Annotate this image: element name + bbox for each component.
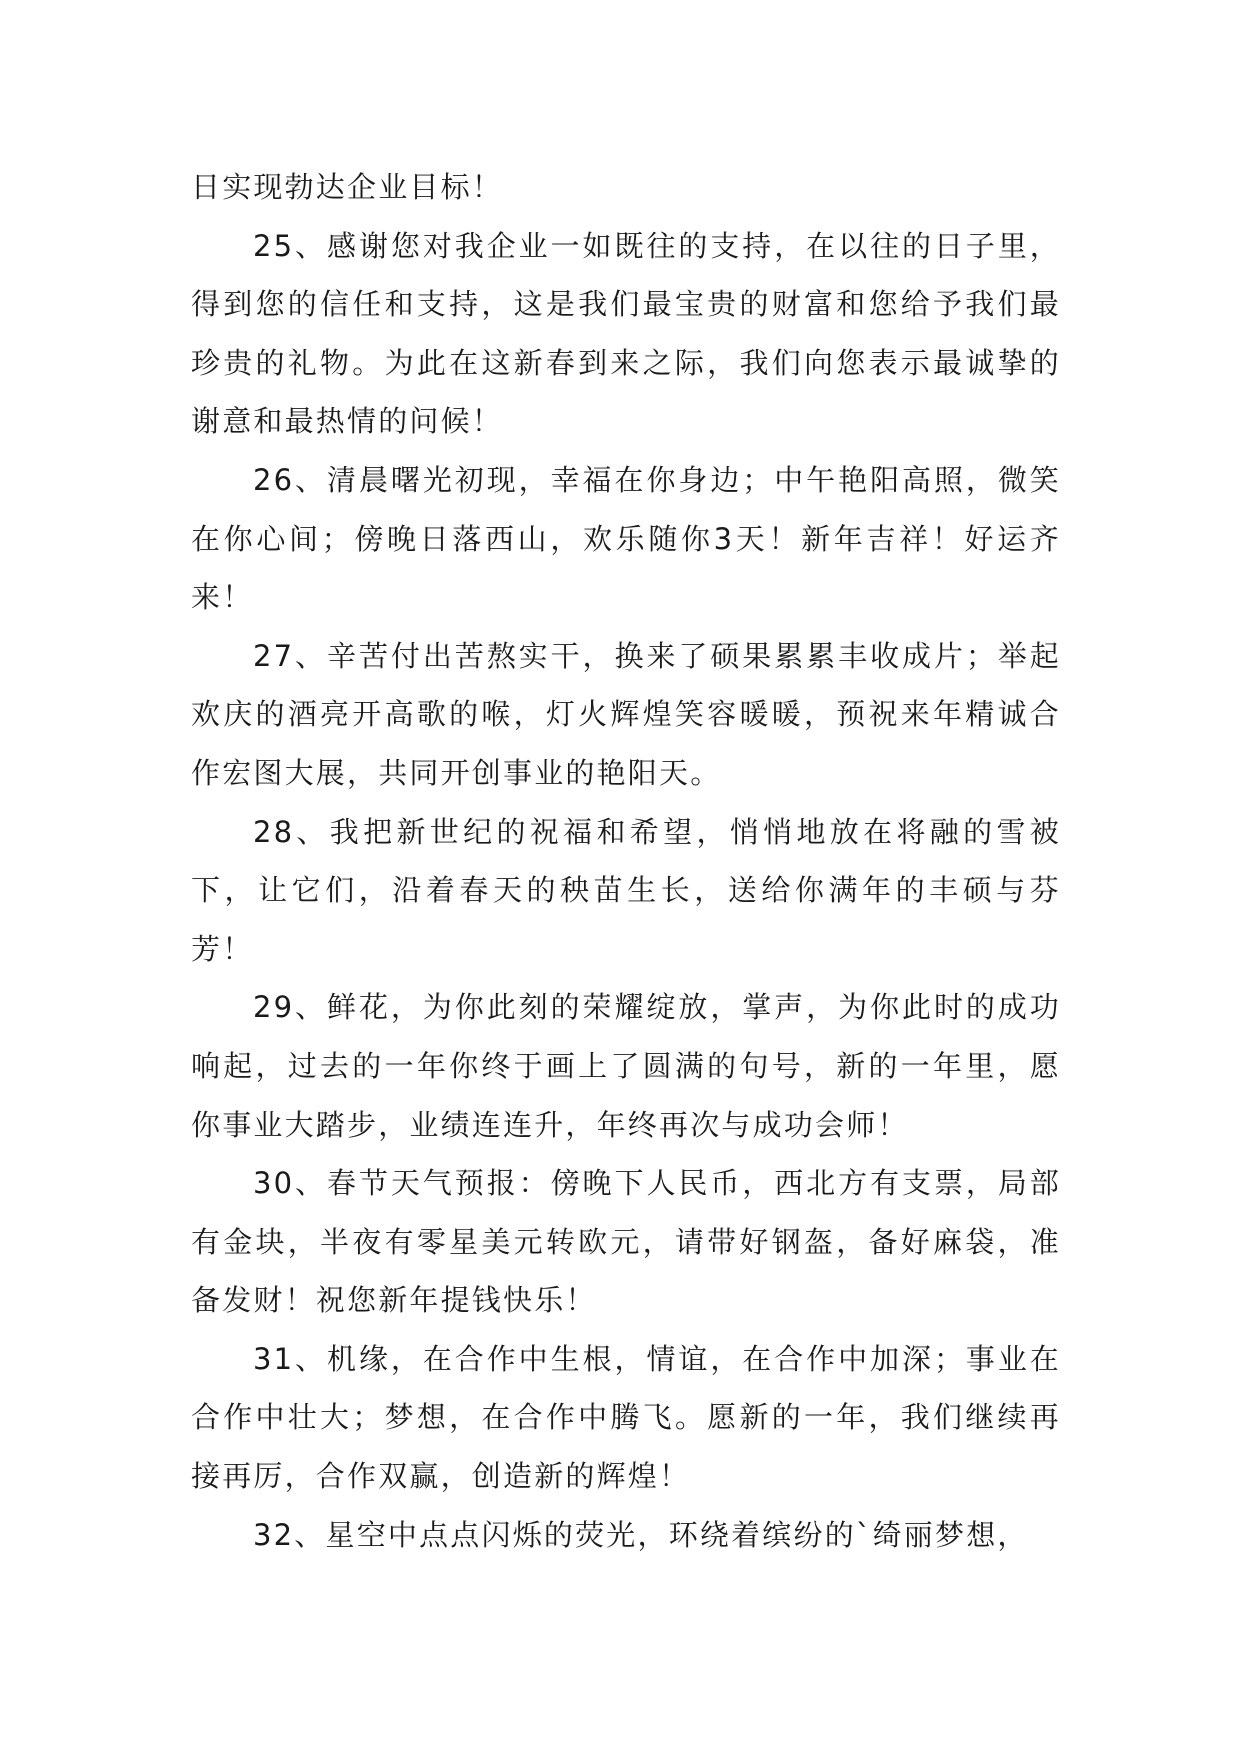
paragraph-continuation: 日实现勃达企业目标！ xyxy=(191,170,504,204)
paragraph-31: 31、机缘，在合作中生根，情谊，在合作中加深；事业在合作中壮大；梦想，在合作中腾飞。愿新的一年，我们继续再接再厉，合作双赢，创造新的辉煌！ xyxy=(191,1341,1061,1494)
paragraph-30: 30、春节天气预报：傍晚下人民币，西北方有支票，局部有金块，半夜有零星美元转欧元，请带好钢盔，备好麻袋，准备发财！祝您新年提钱快乐！ xyxy=(191,1166,1061,1318)
paragraph-32: 32、星空中点点闪烁的荧光，环绕着缤纷的`绮丽梦想， xyxy=(253,1517,1029,1552)
paragraph-27: 27、辛苦付出苦熬实干，换来了硕果累累丰收成片；举起欢庆的酒亮开高歌的喉，灯火辉煌笑容暖暖，预祝来年精诚合作宏图大展，共同开创事业的艳阳天。 xyxy=(191,638,1061,790)
paragraph-28: 28、我把新世纪的祝福和希望，悄悄地放在将融的雪被下，让它们，沿着春天的秧苗生长，送给你满年的丰硕与芬芳！ xyxy=(191,814,1061,966)
document-body xyxy=(191,158,1061,1564)
paragraph-26: 26、清晨曙光初现，幸福在你身边；中午艳阳高照，微笑在你心间；傍晚日落西山，欢乐随你3天！新年吉祥！好运齐来！ xyxy=(191,462,1061,615)
paragraph-29: 29、鲜花，为你此刻的荣耀绽放，掌声，为你此时的成功响起，过去的一年你终于画上了圆满的句号，新的一年里，愿你事业大踏步，业绩连连升，年终再次与成功会师！ xyxy=(191,990,1061,1142)
paragraph-25: 25、感谢您对我企业一如既往的支持，在以往的日子里，得到您的信任和支持，这是我们最宝贵的财富和您给予我们最珍贵的礼物。为此在这新春到来之际，我们向您表示最诚挚的谢意和最热情的问候！ xyxy=(191,228,1061,439)
